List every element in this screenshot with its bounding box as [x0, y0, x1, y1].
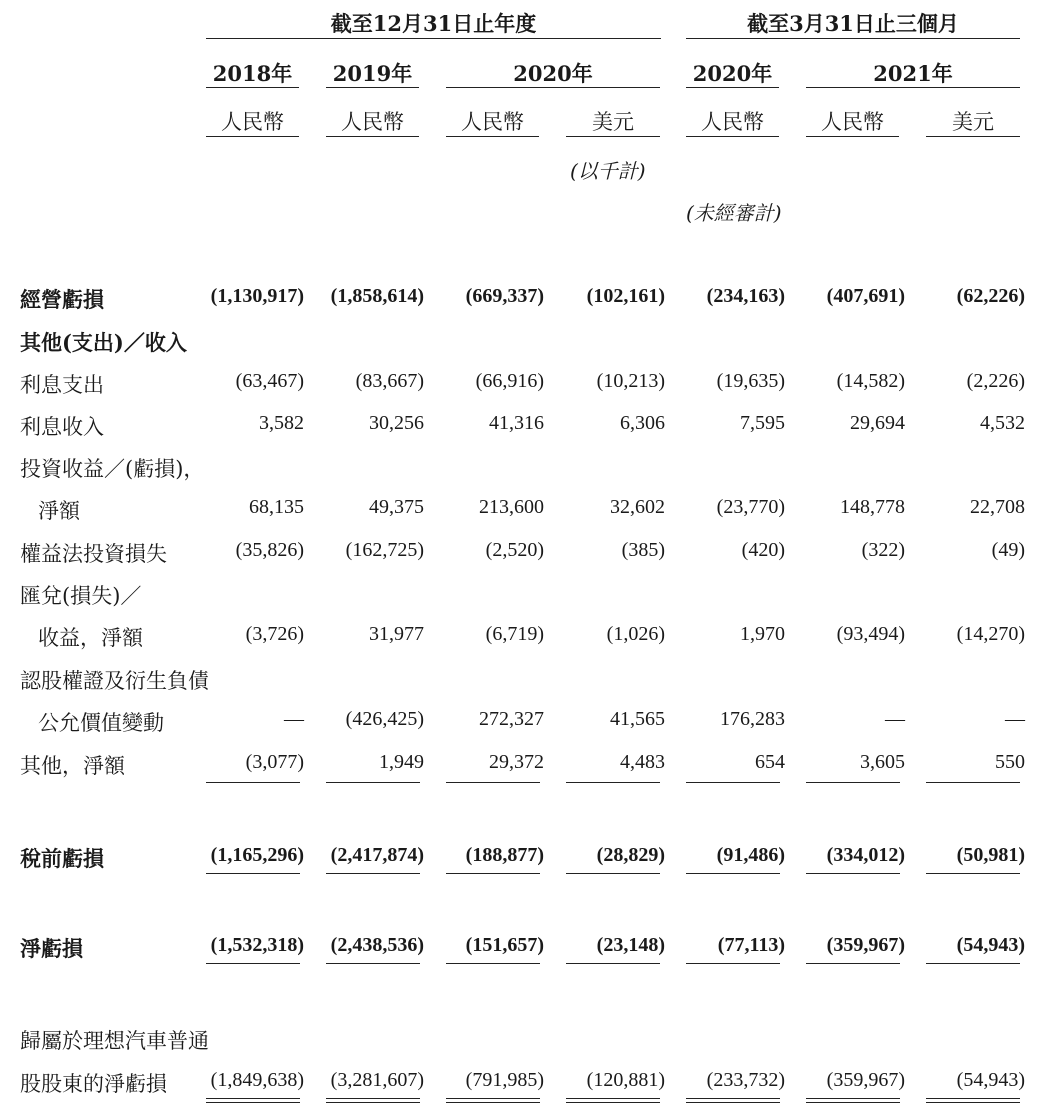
row-value: — — [284, 708, 304, 730]
total-rule — [806, 873, 900, 874]
total-rule — [206, 873, 300, 874]
row-value: 1,949 — [379, 751, 424, 773]
row-value: (50,981) — [956, 844, 1025, 866]
row-value: (3,281,607) — [330, 1069, 424, 1091]
currency-col-1-rule — [206, 136, 299, 137]
currency-col-1: 人民幣 — [221, 110, 284, 134]
row-value: (420) — [741, 539, 785, 561]
currency-col-2-rule — [326, 136, 419, 137]
row-value: (669,337) — [465, 285, 544, 307]
row-value: 176,283 — [720, 708, 785, 730]
row-value: (14,270) — [956, 623, 1025, 645]
row-value: (93,494) — [836, 623, 905, 645]
row-value: 29,694 — [850, 412, 905, 434]
row-value: 654 — [755, 751, 785, 773]
note-thousands: (以千計) — [570, 159, 646, 183]
row-value: — — [1005, 708, 1025, 730]
subtotal-rule — [926, 782, 1020, 783]
row-value: (23,770) — [716, 496, 785, 518]
total-rule — [206, 963, 300, 964]
row-label: 認股權證及衍生負債 — [20, 669, 209, 693]
row-value: 4,483 — [620, 751, 665, 773]
subtotal-rule — [686, 782, 780, 783]
row-value: 3,582 — [259, 412, 304, 434]
row-label: 稅前虧損 — [20, 846, 104, 871]
total-rule — [566, 963, 660, 964]
row-value: (54,943) — [956, 1069, 1025, 1091]
subtotal-rule — [446, 782, 540, 783]
row-value: (791,985) — [465, 1069, 544, 1091]
total-rule — [446, 1098, 540, 1103]
row-value: 550 — [995, 751, 1025, 773]
year-2019-rule — [326, 87, 419, 88]
row-value: — — [885, 708, 905, 730]
row-label: 其他，淨額 — [20, 754, 125, 778]
row-value: 148,778 — [840, 496, 905, 518]
year-2020-annual: 2020年 — [513, 61, 593, 86]
row-value: 31,977 — [369, 623, 424, 645]
currency-col-5-rule — [686, 136, 779, 137]
row-value: (19,635) — [716, 370, 785, 392]
year-2021-quarter-rule — [806, 87, 1020, 88]
row-value: (359,967) — [826, 934, 905, 956]
total-rule — [566, 1098, 660, 1103]
total-rule — [446, 873, 540, 874]
row-value: 22,708 — [970, 496, 1025, 518]
row-label: 公允價值變動 — [38, 711, 164, 735]
total-rule — [926, 963, 1020, 964]
total-rule — [326, 873, 420, 874]
row-value: (1,532,318) — [210, 934, 304, 956]
row-label: 經營虧損 — [20, 287, 104, 312]
row-value: (3,726) — [245, 623, 304, 645]
row-value: (102,161) — [586, 285, 665, 307]
row-label: 投資收益／(虧損)， — [20, 457, 205, 481]
row-value: 213,600 — [479, 496, 544, 518]
row-value: 41,316 — [489, 412, 544, 434]
row-value: (1,849,638) — [210, 1069, 304, 1091]
total-rule — [566, 873, 660, 874]
currency-col-2: 人民幣 — [341, 110, 404, 134]
total-rule — [926, 873, 1020, 874]
row-label: 利息支出 — [20, 373, 104, 397]
year-2018-rule — [206, 87, 299, 88]
row-value: 29,372 — [489, 751, 544, 773]
currency-col-7: 美元 — [952, 110, 994, 134]
year-2020-quarter-rule — [686, 87, 779, 88]
row-value: (188,877) — [465, 844, 544, 866]
year-2020-annual-rule — [446, 87, 660, 88]
row-value: (77,113) — [717, 934, 785, 956]
year-2020-quarter: 2020年 — [692, 61, 773, 86]
row-value: (6,719) — [485, 623, 544, 645]
row-label: 其他(支出)／收入 — [20, 330, 187, 355]
row-value: (14,582) — [836, 370, 905, 392]
header-group-year-rule — [206, 38, 661, 39]
row-label: 收益，淨額 — [38, 626, 143, 650]
total-rule — [446, 963, 540, 964]
row-value: 6,306 — [620, 412, 665, 434]
row-value: 68,135 — [249, 496, 304, 518]
row-value: 49,375 — [369, 496, 424, 518]
currency-col-5: 人民幣 — [701, 110, 764, 134]
row-value: 41,565 — [610, 708, 665, 730]
total-rule — [686, 963, 780, 964]
header-group-quarter: 截至3月31日止三個月 — [747, 11, 959, 36]
currency-col-3: 人民幣 — [461, 110, 524, 134]
row-value: (1,026) — [606, 623, 665, 645]
row-value: (83,667) — [355, 370, 424, 392]
currency-col-4: 美元 — [592, 110, 634, 134]
row-value: (10,213) — [596, 370, 665, 392]
row-value: (23,148) — [596, 934, 665, 956]
row-label: 歸屬於理想汽車普通 — [20, 1029, 209, 1053]
header-group-quarter-rule — [686, 38, 1020, 39]
currency-col-6: 人民幣 — [821, 110, 884, 134]
row-value: (35,826) — [235, 539, 304, 561]
total-rule — [926, 1098, 1020, 1103]
row-value: (54,943) — [956, 934, 1025, 956]
row-value: 30,256 — [369, 412, 424, 434]
row-value: 272,327 — [479, 708, 544, 730]
row-value: (2,520) — [485, 539, 544, 561]
year-2018: 2018年 — [212, 61, 293, 86]
row-value: (322) — [861, 539, 905, 561]
note-unaudited: (未經審計) — [686, 201, 782, 225]
total-rule — [206, 1098, 300, 1103]
row-value: (91,486) — [716, 844, 785, 866]
subtotal-rule — [206, 782, 300, 783]
row-label: 權益法投資損失 — [20, 542, 167, 566]
currency-col-7-rule — [926, 136, 1020, 137]
subtotal-rule — [566, 782, 660, 783]
row-value: (359,967) — [826, 1069, 905, 1091]
row-value: (120,881) — [586, 1069, 665, 1091]
row-value: 32,602 — [610, 496, 665, 518]
row-value: (1,130,917) — [210, 285, 304, 307]
total-rule — [326, 963, 420, 964]
row-value: 3,605 — [860, 751, 905, 773]
row-label: 利息收入 — [20, 415, 104, 439]
row-value: (233,732) — [706, 1069, 785, 1091]
row-value: (63,467) — [235, 370, 304, 392]
row-value: (2,417,874) — [330, 844, 424, 866]
total-rule — [806, 1098, 900, 1103]
subtotal-rule — [806, 782, 900, 783]
row-value: 4,532 — [980, 412, 1025, 434]
currency-col-3-rule — [446, 136, 539, 137]
row-value: (62,226) — [956, 285, 1025, 307]
row-label: 淨虧損 — [20, 936, 83, 961]
row-value: (1,858,614) — [330, 285, 424, 307]
row-value: (407,691) — [826, 285, 905, 307]
row-value: (3,077) — [245, 751, 304, 773]
row-value: 7,595 — [740, 412, 785, 434]
year-2021-quarter: 2021年 — [873, 61, 953, 86]
currency-col-4-rule — [566, 136, 660, 137]
row-value: (426,425) — [345, 708, 424, 730]
row-value: (234,163) — [706, 285, 785, 307]
row-value: (162,725) — [345, 539, 424, 561]
year-2019: 2019年 — [332, 61, 413, 86]
row-value: (28,829) — [596, 844, 665, 866]
total-rule — [686, 873, 780, 874]
total-rule — [806, 963, 900, 964]
row-value: (2,226) — [966, 370, 1025, 392]
row-value: (49) — [991, 539, 1025, 561]
subtotal-rule — [326, 782, 420, 783]
row-label: 股股東的淨虧損 — [20, 1072, 167, 1096]
row-label: 淨額 — [38, 499, 80, 523]
currency-col-6-rule — [806, 136, 899, 137]
row-value: (334,012) — [826, 844, 905, 866]
row-value: (66,916) — [475, 370, 544, 392]
row-value: (2,438,536) — [330, 934, 424, 956]
row-value: (385) — [621, 539, 665, 561]
row-value: 1,970 — [740, 623, 785, 645]
row-value: (151,657) — [465, 934, 544, 956]
row-label: 匯兌(損失)／ — [20, 584, 142, 608]
header-group-year: 截至12月31日止年度 — [330, 11, 537, 36]
total-rule — [686, 1098, 780, 1103]
total-rule — [326, 1098, 420, 1103]
row-value: (1,165,296) — [210, 844, 304, 866]
